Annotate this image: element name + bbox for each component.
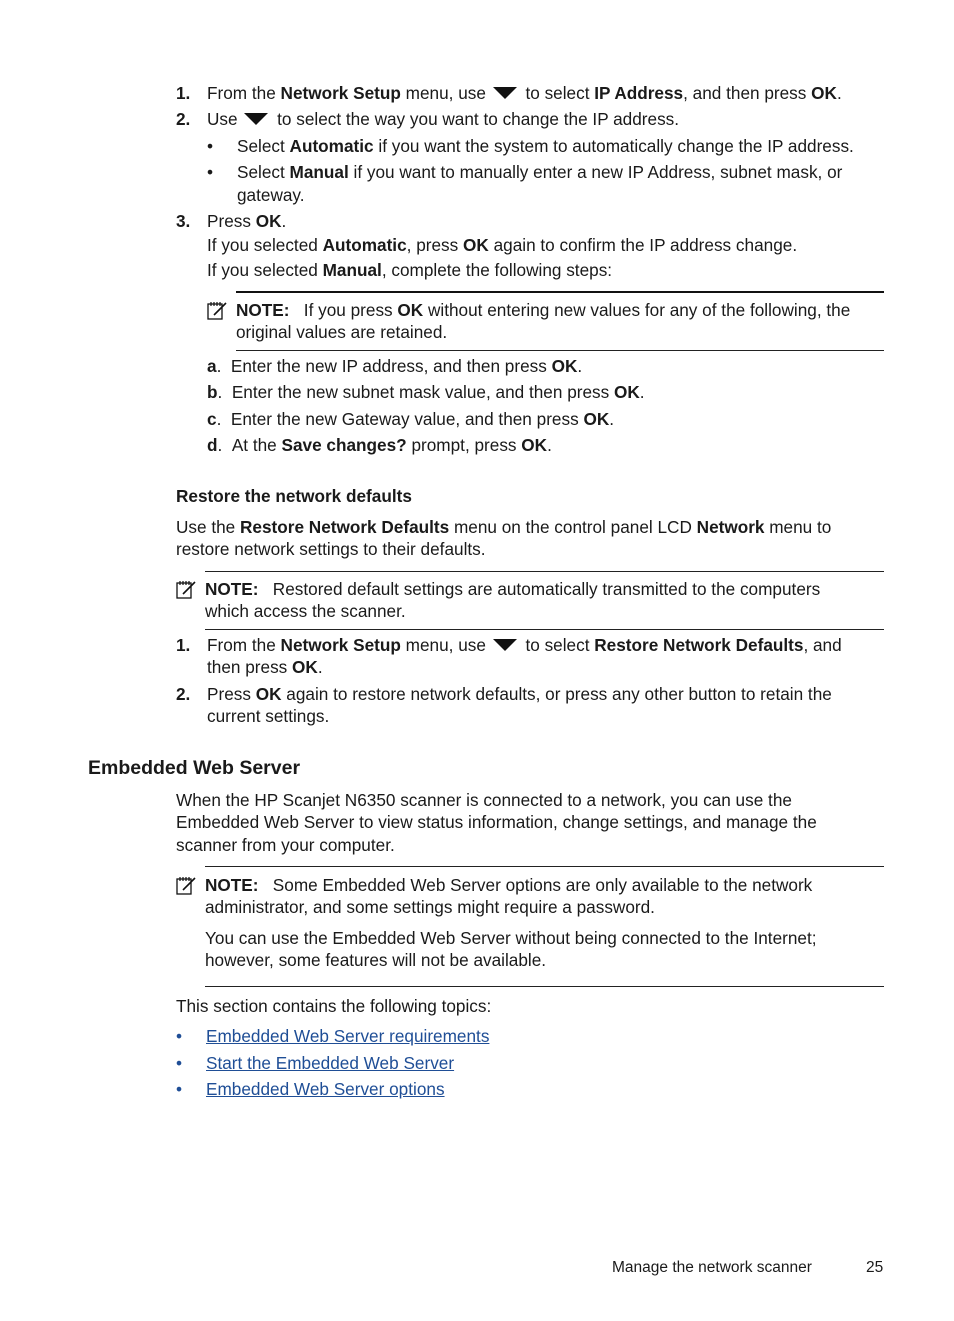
section-heading: Restore the network defaults (176, 486, 412, 506)
note-text: administrator, and some settings might require a password. (205, 897, 655, 917)
bullet: • (207, 136, 214, 156)
substep: d. At the Save changes? prompt, press OK. (207, 435, 552, 455)
substep: b. Enter the new subnet mask value, and then press OK. (207, 382, 645, 402)
topic-link-options[interactable]: Embedded Web Server options (206, 1079, 445, 1099)
down-arrow-icon (493, 87, 517, 99)
note-bottom-rule (205, 629, 884, 630)
bullet-text: Select Manual if you want to manually enter a new IP Address, subnet mask, or (237, 162, 843, 182)
step-text: Use to select the way you want to change the IP address. (207, 109, 680, 129)
note-text: NOTE: Restored default settings are automatically transmitted to the computers (205, 579, 821, 599)
section-heading: Embedded Web Server (88, 757, 301, 779)
paragraph: Use the Restore Network Defaults menu on the control panel LCD Network menu to (176, 517, 832, 537)
bullet: • (207, 162, 214, 182)
note-top-rule (236, 291, 884, 293)
note-icon (175, 875, 197, 897)
step-text: From the Network Setup menu, use to select Restore Network Defaults, and (207, 635, 842, 655)
topic-link-requirements[interactable]: Embedded Web Server requirements (206, 1026, 490, 1046)
note-icon (175, 579, 197, 601)
step-number: 2. (176, 109, 191, 129)
substep: a. Enter the new IP address, and then press OK. (207, 356, 583, 376)
step-text: From the Network Setup menu, use to select IP Address, and then press OK. (207, 83, 842, 103)
note-text: original values are retained. (236, 322, 448, 342)
step-number: 1. (176, 83, 191, 103)
substep: c. Enter the new Gateway value, and then press OK. (207, 409, 615, 429)
down-arrow-icon (493, 639, 517, 651)
note-text: NOTE: Some Embedded Web Server options are only available to the network (205, 875, 813, 895)
bullet: • (176, 1026, 183, 1046)
paragraph: scanner from your computer. (176, 835, 395, 855)
bullet: • (176, 1053, 183, 1073)
footer-section-title: Manage the network scanner (612, 1259, 812, 1276)
bullet: • (176, 1079, 183, 1099)
paragraph: restore network settings to their defaults. (176, 539, 486, 559)
paragraph: This section contains the following topics: (176, 996, 492, 1016)
page-number: 25 (866, 1259, 884, 1276)
note-text: however, some features will not be available. (205, 950, 547, 970)
down-arrow-icon (244, 113, 268, 125)
bullet-text-cont: gateway. (237, 185, 305, 205)
note-top-rule (205, 571, 884, 572)
note-bottom-rule (205, 986, 884, 987)
topic-link-start[interactable]: Start the Embedded Web Server (206, 1053, 455, 1073)
note-text: which access the scanner. (205, 601, 406, 621)
step-text: If you selected Automatic, press OK again to confirm the IP address change. (207, 235, 798, 255)
step-text: current settings. (207, 706, 330, 726)
bullet-text: Select Automatic if you want the system to automatically change the IP address. (237, 136, 854, 156)
paragraph: Embedded Web Server to view status information, change settings, and manage the (176, 812, 817, 832)
note-text: NOTE: If you press OK without entering new values for any of the following, the (236, 300, 851, 320)
paragraph: When the HP Scanjet N6350 scanner is connected to a network, you can use the (176, 790, 792, 810)
note-text: You can use the Embedded Web Server without being connected to the Internet; (205, 928, 817, 948)
note-top-rule (205, 866, 884, 867)
step-text: then press OK. (207, 657, 323, 677)
note-bottom-rule (236, 350, 884, 351)
step-number: 3. (176, 211, 191, 231)
step-text: Press OK. (207, 211, 287, 231)
step-text: Press OK again to restore network defaults, or press any other button to retain the (207, 684, 832, 704)
step-text: If you selected Manual, complete the following steps: (207, 260, 613, 280)
step-number: 1. (176, 635, 191, 655)
note-icon (206, 300, 228, 322)
step-number: 2. (176, 684, 191, 704)
